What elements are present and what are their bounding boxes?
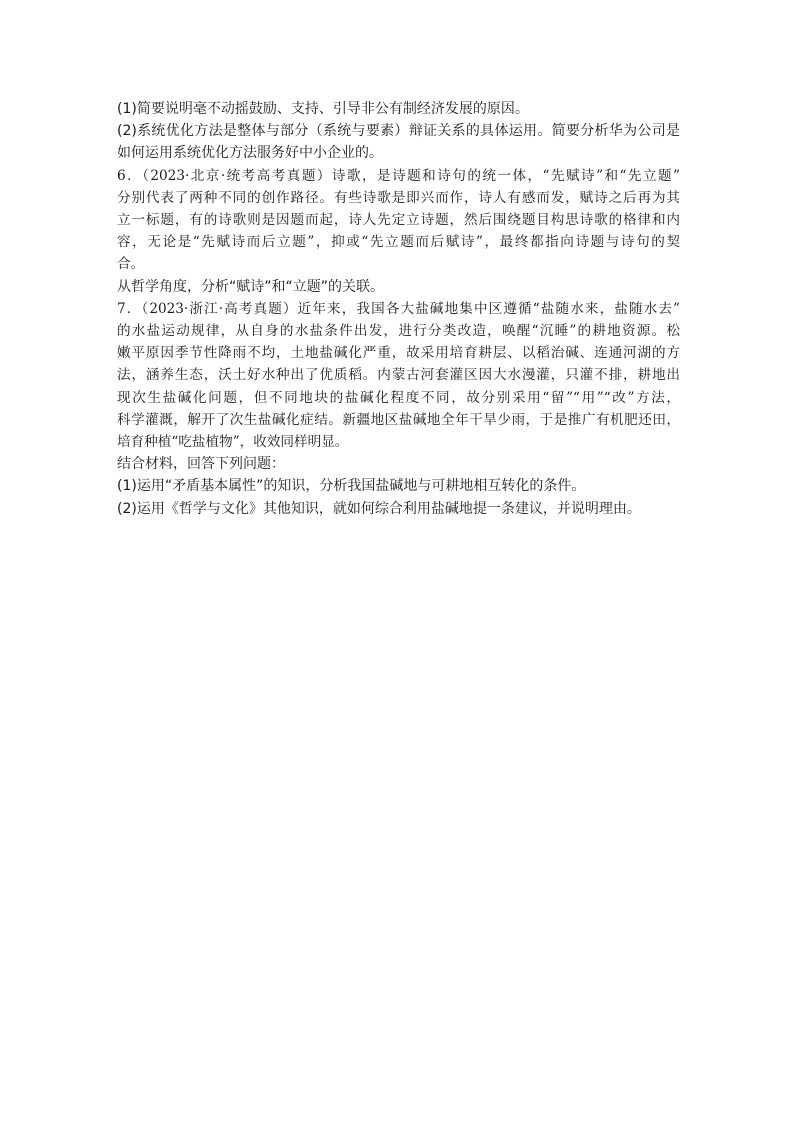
question-7-line-2: 的水盐运动规律，从自身的水盐条件出发，进行分类改造，唤醒“沉睡”的耕地资源。松 (117, 323, 680, 340)
question-5-sub-2-line-1: (2)系统优化方法是整体与部分（系统与要素）辩证关系的具体运用。简要分析华为公司是 (117, 123, 680, 140)
question-6-line-4: 容，无论是“先赋诗而后立题”，抑或“先立题而后赋诗”，最终都指向诗题与诗句的契 (117, 234, 680, 251)
question-6-line-3: 立一标题，有的诗歌则是因题而起，诗人先定立诗题，然后围绕题目构思诗歌的格律和内 (117, 212, 680, 229)
question-6-prompt: 从哲学角度，分析“赋诗”和“立题”的关联。 (117, 278, 385, 295)
question-5-sub-2-line-2: 如何运用系统优化方法服务好中小企业的。 (117, 145, 383, 162)
document-body (117, 98, 680, 520)
question-7-line-4: 法，涵养生态，沃土好水种出了优质稻。内蒙古河套灌区因大水漫灌，只灌不排，耕地出 (117, 367, 680, 384)
question-6-line-1: 6．（2023·北京·统考高考真题）诗歌，是诗题和诗句的统一体，“先赋诗”和“先立题” (117, 167, 680, 184)
question-7-line-6: 科学灌溉，解开了次生盐碱化症结。新疆地区盐碱地全年干旱少雨，于是推广有机肥还田， (117, 411, 680, 428)
question-7-instruction: 结合材料，回答下列问题： (117, 456, 285, 473)
question-7-sub-1: (1)运用“矛盾基本属性”的知识，分析我国盐碱地与可耕地相互转化的条件。 (117, 478, 586, 495)
question-6-line-5: 合。 (117, 256, 145, 273)
question-7-line-5: 现次生盐碱化问题，但不同地块的盐碱化程度不同，故分别采用“留”“用”“改”方法， (117, 389, 680, 406)
question-7-sub-2: (2)运用《哲学与文化》其他知识，就如何综合利用盐碱地提一条建议，并说明理由。 (117, 500, 641, 517)
question-7-line-7: 培育种植“吃盐植物”，收效同样明显。 (117, 434, 349, 451)
question-5-sub-1: (1)简要说明毫不动摇鼓励、支持、引导非公有制经济发展的原因。 (117, 101, 529, 117)
question-6-line-2: 分别代表了两种不同的创作路径。有些诗歌是即兴而作，诗人有感而发，赋诗之后再为其 (117, 189, 680, 206)
question-7-line-3: 嫩平原因季节性降雨不均，土地盐碱化严重，故采用培育耕层、以稻治碱、连通河湖的方 (117, 345, 680, 362)
question-7-line-1: 7．（2023·浙江·高考真题）近年来，我国各大盐碱地集中区遵循“盐随水来，盐随水去” (117, 300, 680, 317)
